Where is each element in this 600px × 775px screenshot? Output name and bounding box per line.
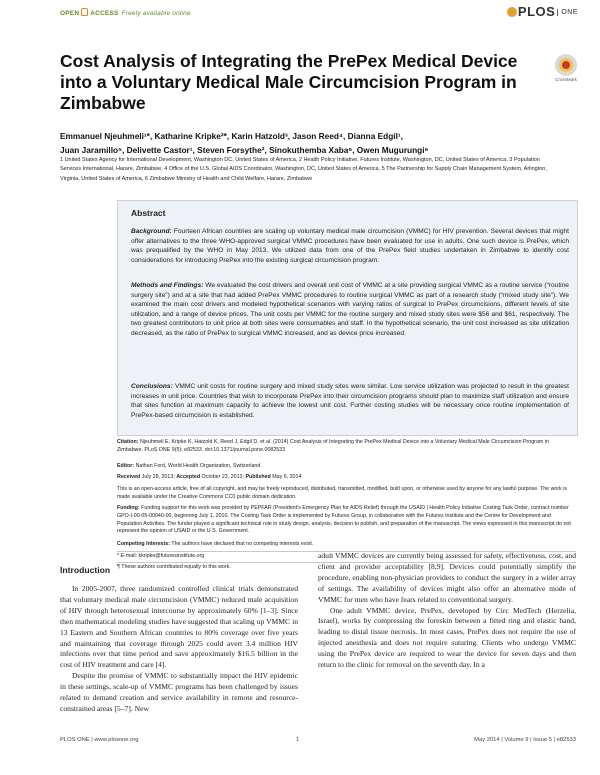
abstract-heading: Abstract <box>131 208 166 218</box>
authors-line-2: Juan Jaramillo⁵, Delivette Castor¹, Steven Forsythe², Sinokuthemba Xaba⁶, Owen Mugurungi⁶ <box>60 145 429 155</box>
journal-name: PLOS <box>517 4 556 19</box>
left-column <box>60 584 298 715</box>
abstract-box <box>117 200 578 436</box>
conclusions-text: VMMC unit costs for routine surgery and mixed study sites were similar. Low service utilization was projected to result in the greatest increases in unit price. Countries that wish to incorporate PrePex into their circumcision programs should plan to maximize staff utilization and ensure that sites function at maximum capacity to achieve the lowest unit cost. Further costing studies will be necessary once routine implementation of PrePex-based circumcision is established. <box>131 383 569 419</box>
competing-interests <box>117 541 576 549</box>
abstract-conclusions <box>131 382 569 420</box>
funding-label: Funding: <box>117 505 140 511</box>
editor-label: Editor: <box>117 463 135 469</box>
right-column <box>318 551 576 671</box>
open-lock-icon <box>81 8 88 16</box>
journal-logo <box>507 4 578 19</box>
footer-issue: May 2014 | Volume 9 | Issue 5 | e82533 <box>474 737 576 743</box>
affiliations: 1 United States Agency for International Development, Washington DC, United States of America, 2 Health Policy Initiative, Futures Institute, Washington, DC, United States of America, 3 Population Services International, Harare, Zimbabwe, 4 Office of the U.S. Global AIDS Coordinator, Washington, DC, United States of America, 5 The Partnership for Supply Chain Management System, Arlington, Virginia, United States of America, 6 Zimbabwe Ministry of Health and Child Welfare, Harare, Zimbabwe <box>60 157 547 182</box>
received-date: July 28, 2013; <box>141 474 175 480</box>
freely-available-label: Freely available online <box>121 10 191 17</box>
open-access-label: OPEN <box>60 10 80 17</box>
page-number: 1 <box>296 737 300 743</box>
methods-label: Methods and Findings: <box>131 282 204 289</box>
footer-journal: PLOS ONE | www.plosone.org <box>60 737 139 743</box>
top-bar <box>0 0 600 20</box>
background-label: Background: <box>131 228 172 235</box>
introduction-heading: Introduction <box>60 565 111 575</box>
dates <box>117 474 576 482</box>
access-label: ACCESS <box>90 10 119 17</box>
editor-text: Nathan Ford, World Health Organization, Switzerland <box>135 463 261 469</box>
crossmark-icon <box>555 54 577 76</box>
author-list <box>60 129 560 157</box>
plos-logo-icon <box>507 7 517 17</box>
published-label: Published <box>245 474 271 480</box>
crossmark-badge[interactable] <box>549 54 583 82</box>
citation-text: Njeuhmeli E, Kripke K, Hatzold K, Reed J, Edgil D, et al. (2014) Cost Analysis of Integrating the PrePex Medical Device into a Voluntary Medical Male Circumcision Program in Zimbabwe. PLoS ONE 9(5): e82533. doi:10.1371/journal.pone.0082533 <box>117 439 549 453</box>
conclusions-label: Conclusions: <box>131 383 173 390</box>
published-date: May 6, 2014 <box>272 474 302 480</box>
open-access-banner <box>60 8 191 17</box>
citation-label: Citation: <box>117 439 139 445</box>
competing-text: The authors have declared that no competing interests exist. <box>171 541 314 547</box>
paragraph: Despite the promise of VMMC to substantially impact the HIV epidemic in these settings, scale-up of VMMC programs has been challenged by issues related to demand creation and service availability in remote and resource-constrained areas [5–7]. New <box>60 671 298 713</box>
article-title: Cost Analysis of Integrating the PrePex Medical Device into a Voluntary Medical Male Circumcision Program in Zimbabwe <box>60 51 518 113</box>
accepted-label: Accepted <box>176 474 201 480</box>
license-statement: This is an open-access article, free of all copyright, and may be freely reproduced, distributed, transmitted, modified, built upon, or otherwise used by anyone for any lawful purpose. The work is made available under the Creative Commons CC0 public domain dedication. <box>117 486 568 500</box>
received-label: Received <box>117 474 141 480</box>
authors-line-1: Emmanuel Njeuhmeli¹*, Katharine Kripke²*, Karin Hatzold³, Jason Reed⁴, Dianna Edgil¹, <box>60 131 403 141</box>
contact-email: * E-mail: kkripke@futuresinstitute.org <box>117 553 205 559</box>
page-footer <box>60 737 576 751</box>
funding-text: Funding support for this work was provided by PEPFAR (President's Emergency Plan for AIDS Relief) through the USAID | Health Policy Initiative Costing Task Order, contract number GPO-I-00-05-00040-00, beginning July 1, 2010. The Costing Task Order is implemented by Futures Group, in collaboration with the Futures Institute and the Centre for Development and Population Activities. The funder played a significant technical role in study design, analysis, decision to publish, and preparation of the manuscript. The views expressed in this manuscript do not represent the opinion of USAID or the U.S. Government. <box>117 505 571 535</box>
journal-suffix: ONE <box>557 9 578 16</box>
funding-statement <box>117 505 576 536</box>
abstract-background <box>131 227 569 265</box>
accepted-date: October 23, 2013; <box>201 474 244 480</box>
citation <box>117 439 576 455</box>
background-text: Fourteen African countries are scaling up voluntary medical male circumcision (VMMC) for HIV prevention. Several devices that might offer alternatives to the three WHO-approved surgical VMMC procedures have been evaluated for use in adults. One such device is PrePex, which was prequalified by the WHO in May 2013. We utilized data from one of the PrePex field studies undertaken in Zimbabwe to identify cost considerations for introducing PrePex into the existing surgical circumcision program. <box>131 228 569 264</box>
paragraph: In 2005-2007, three randomized controlled clinical trials demonstrated that voluntary medical male circumcision (VMMC) reduced male acquisition of HIV through heterosexual intercourse by approximately 60% [1–3]. Since then mathematical modeling studies have suggested that scaling up VMMC in 13 Eastern and Southern African countries to 80% coverage over five years and maintaining that coverage through 2025 could avert 3.4 million HIV infections over that time period and save approximately $16.5 billion in the cost of HIV treatment and care [4]. <box>60 584 298 670</box>
paragraph: One adult VMMC device, PrePex, developed by Circ MedTech (Herzelia, Israel), works by compressing the foreskin between a fitted ring and elastic band, leading to distal tissue necrosis. In most cases, PrePex does not require the use of injected anesthesia and does not require suturing. Clients who undergo VMMC using the PrePex device are required to wear the device for seven days and then return to the clinic for removal on the seventh day. In a <box>318 605 576 670</box>
paragraph: adult VMMC devices are currently being assessed for safety, effectiveness, cost, and client and provider acceptability [8,9]. Devices could potentially simplify the procedure, enabling non-physician providers to conduct the surgery in a wider array of settings. The availability of devices might also offer an alternative mode of VMMC for men who have fears related to conventional surgery. <box>318 551 576 604</box>
equal-contribution-note: ¶ These authors contributed equally to this work. <box>117 564 231 570</box>
editor <box>117 463 576 471</box>
methods-text: We evaluated the cost drivers and overall unit cost of VMMC at a site providing surgical VMMC as a routine service (“routine surgery site”) and at a site that had added PrePex VMMC procedures to routine surgical VMMC as part of a research study (“mixed study site”). We examined the main cost drivers and modeled hypothetical scenarios with varying ratios of surgical to PrePex circumcisions, different levels of site utilization, and a range of device prices. The unit costs per VMMC for the routine surgery and mixed study sites were $56 and $61, respectively. The two greatest contributors to unit price at both sites were consumables and staff. In the hypothetical scenario, the unit cost increased as site utilization decreased, as the ratio of PrePex to surgical VMMC increased, and as device price increased. <box>131 282 569 337</box>
abstract-methods <box>131 281 569 338</box>
crossmark-label: CrossMark <box>555 77 577 82</box>
competing-label: Competing Interests: <box>117 541 170 547</box>
